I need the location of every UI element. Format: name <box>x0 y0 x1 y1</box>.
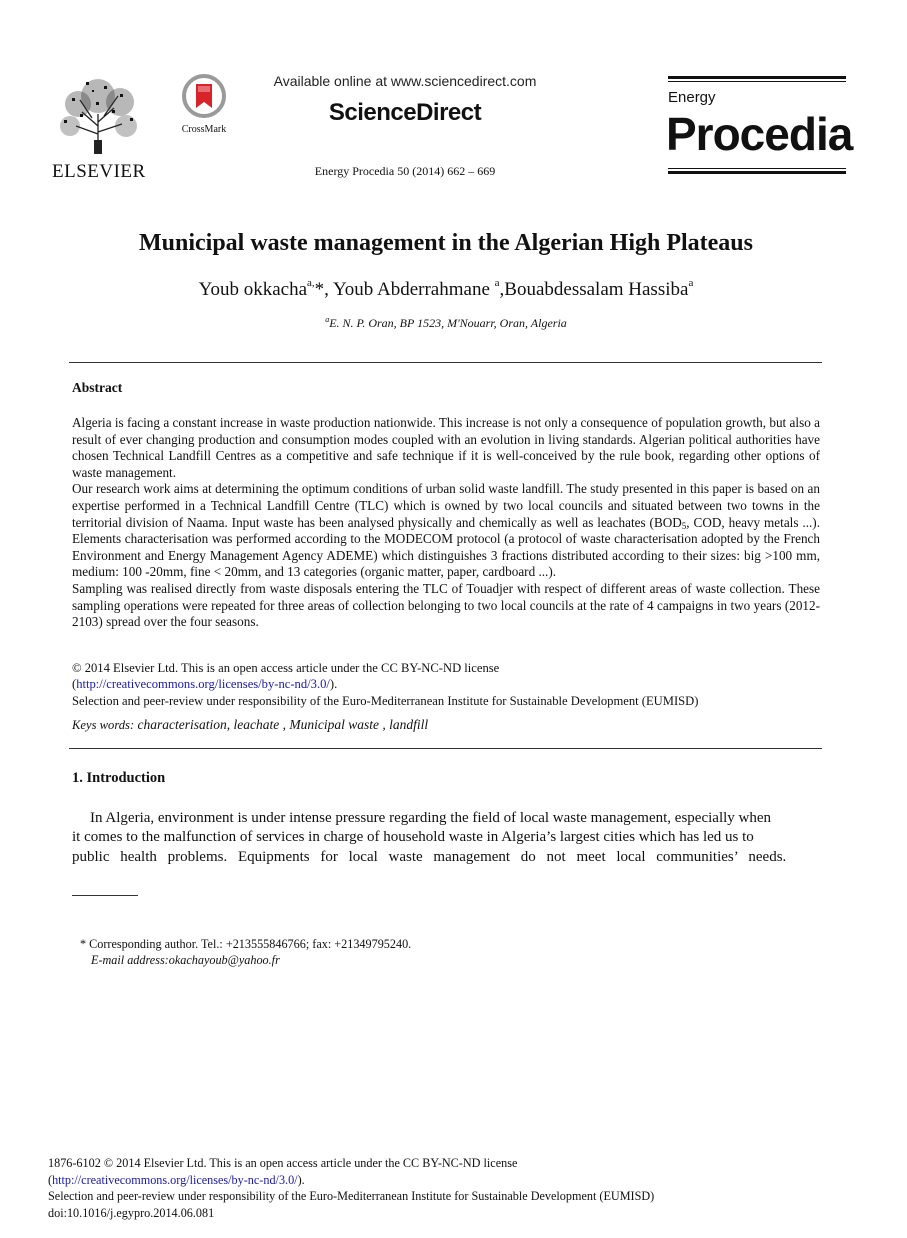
footer-license-link[interactable]: http://creativecommons.org/licenses/by-nc-nd/3.0/ <box>52 1172 298 1187</box>
keywords <box>72 717 428 733</box>
journal-logo-energy: Energy <box>668 89 716 106</box>
license-block <box>72 660 832 709</box>
crossmark-icon <box>182 74 226 118</box>
abstract-paragraph: Sampling was realised directly from waste disposals entering the TLC of Touadjer with respect of different areas of waste collection. These sampling operations were repeated for three areas of collection belonging to two local councils at the rate of 4 campaigns in two years (2012-2103) spread over the four seasons. <box>72 580 820 630</box>
license-line <box>72 676 832 692</box>
footer-line: 1876-6102 © 2014 Elsevier Ltd. This is an open access article under the CC BY-NC-ND license <box>48 1156 518 1170</box>
author-separator: *, <box>314 279 333 300</box>
footnote-divider <box>72 895 138 896</box>
section-heading: 1. Introduction <box>72 770 166 786</box>
license-line: Selection and peer-review under responsibility of the Euro-Mediterranean Institute for Sustainable Development (EUMISD) <box>72 693 699 708</box>
abstract-paragraph <box>72 481 820 581</box>
license-line: © 2014 Elsevier Ltd. This is an open access article under the CC BY-NC-ND license <box>72 661 500 675</box>
paren: ( <box>48 1172 53 1187</box>
abstract-text: , COD, heavy metals ...). Elements characterisation was performed according to the MODECOM protocol (a protocol of waste characterisation adopted by the French Environment and Energy Management Agency ADEME) which distinguishes 3 fractions distributed according to their sizes: big >100 mm, medium: 100 -20mm, fine < 20mm, and 13 categories (organic matter, paper, cardboard ...). <box>72 514 820 580</box>
affiliation <box>0 316 892 331</box>
text-line: In Algeria, environment is under intense pressure regarding the field of local waste management, especially when <box>90 810 772 826</box>
email-address[interactable]: okachayoub@yahoo.fr <box>168 953 280 967</box>
subscript: 5 <box>681 520 687 531</box>
corresponding-author-note: * Corresponding author. Tel.: +213555846766; fax: +21349795240. <box>80 937 412 951</box>
email-note <box>91 953 280 968</box>
crossmark-label: CrossMark <box>181 124 227 135</box>
crossmark-badge[interactable] <box>178 74 230 134</box>
author-name[interactable]: Bouabdessalam Hassiba <box>504 279 689 300</box>
elsevier-wordmark: ELSEVIER <box>52 161 146 182</box>
author-list <box>0 279 892 301</box>
author-name[interactable]: Youb Abderrahmane <box>332 279 495 300</box>
article-title: Municipal waste management in the Algerian High Plateaus <box>139 230 753 256</box>
journal-logo-rule <box>668 171 846 174</box>
elsevier-tree-icon <box>52 74 144 154</box>
footer-line <box>48 1172 848 1189</box>
affiliation-text: E. N. P. Oran, BP 1523, M'Nouarr, Oran, Algeria <box>329 316 567 330</box>
journal-logo-rule <box>668 168 846 169</box>
affiliation-mark: a <box>325 315 330 324</box>
license-link[interactable]: http://creativecommons.org/licenses/by-nc-nd/3.0/ <box>76 677 330 692</box>
section-divider <box>69 748 822 749</box>
paren: ). <box>297 1172 305 1187</box>
abstract-text: Our research work aims at determining the optimum conditions of urban solid waste landfill. The study presented in this paper is based on an expertise performed in a Technical Landfill Centre (TLC) which is owned by two local councils and situated between two towns in the territorial division of Naama. Input waste has been analysed physically and chemically as well as leachates (BOD <box>72 481 820 530</box>
doi[interactable]: doi:10.1016/j.egypro.2014.06.081 <box>48 1205 215 1220</box>
journal-reference: Energy Procedia 50 (2014) 662 – 669 <box>314 164 496 178</box>
email-label: E-mail address: <box>91 953 169 967</box>
author-affiliation-mark: a, <box>307 277 315 289</box>
text-line: public health problems. Equipments for local waste management do not meet local communities’ needs. <box>72 848 787 865</box>
keywords-values: characterisation, leachate , Municipal waste , landfill <box>134 717 429 732</box>
author-affiliation-mark: a <box>688 277 694 289</box>
elsevier-logo <box>52 74 146 180</box>
paren: ( <box>72 677 77 692</box>
author-separator: , <box>499 279 505 300</box>
author-affiliation-mark: a <box>494 277 500 289</box>
page-footer <box>48 1155 848 1221</box>
journal-logo-procedia: Procedia <box>666 108 853 160</box>
paren: ). <box>329 677 338 692</box>
introduction-paragraph <box>72 809 822 867</box>
keywords-label: Keys words: <box>72 718 135 732</box>
journal-logo-rule <box>668 76 846 79</box>
available-online-text: Available online at www.sciencedirect.com <box>273 73 537 89</box>
abstract-paragraph: Algeria is facing a constant increase in waste production nationwide. This increase is not only a consequence of population growth, but also a result of ever changing production and consumption modes coupled with an evolution in living standards. Algerian political authorities have chosen Technical Landfill Centres as a competitive and safe technique if it is well-conceived by the rule book, regarding other options of waste management. <box>72 415 820 480</box>
abstract-body <box>72 415 820 631</box>
text-line: it comes to the malfunction of services in charge of household waste in Algeria’s largest cities which has led us to <box>72 829 754 846</box>
sciencedirect-brand[interactable]: ScienceDirect <box>328 99 482 126</box>
author-name[interactable]: Youb okkacha <box>198 279 308 300</box>
section-divider <box>69 362 822 363</box>
footer-line: Selection and peer-review under responsibility of the Euro-Mediterranean Institute for Sustainable Development (EUMISD) <box>48 1189 655 1204</box>
abstract-heading: Abstract <box>72 380 123 395</box>
journal-logo-rule <box>668 81 846 82</box>
